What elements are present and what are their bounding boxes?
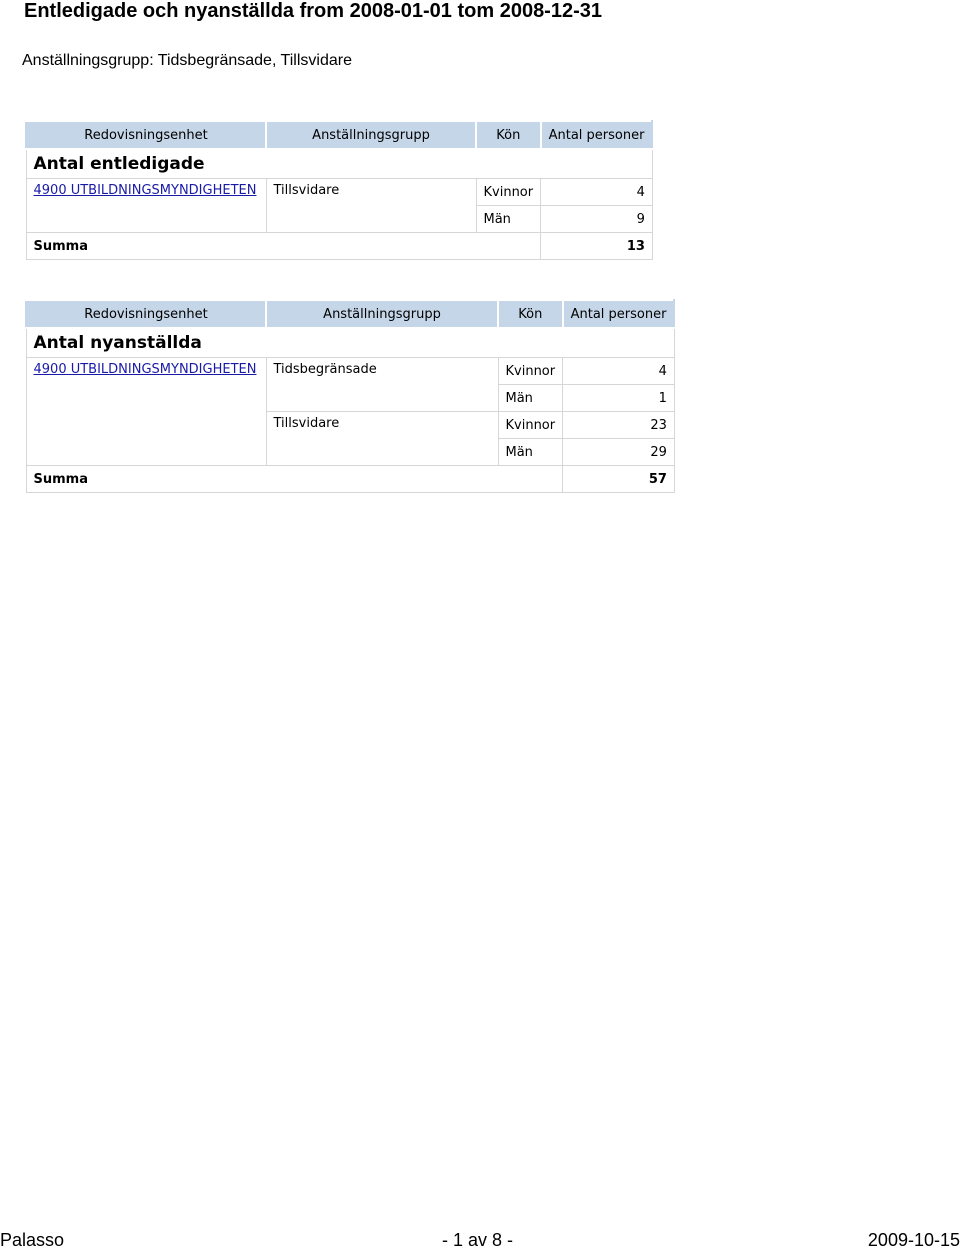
table-row <box>26 179 652 206</box>
sum-row <box>26 233 652 260</box>
table-header-row <box>26 121 652 149</box>
col-header-unit: Redovisningsenhet <box>26 121 266 149</box>
col-header-count: Antal personer <box>541 121 653 149</box>
section-title: Antal nyanställda <box>26 328 674 358</box>
sum-label: Summa <box>26 466 563 493</box>
count-cell: 29 <box>563 439 675 466</box>
col-header-unit: Redovisningsenhet <box>26 300 266 328</box>
unit-link[interactable]: 4900 UTBILDNINGSMYNDIGHETEN <box>26 179 266 233</box>
report-subtitle: Anställningsgrupp: Tidsbegränsade, Tillsvidare <box>22 52 352 69</box>
count-cell: 1 <box>563 385 675 412</box>
footer-app-name: Palasso <box>0 1230 65 1250</box>
footer-date: 2009-10-15 <box>867 1230 960 1250</box>
sum-row <box>26 466 674 493</box>
sum-value: 13 <box>541 233 653 260</box>
col-header-group: Anställningsgrupp <box>266 300 498 328</box>
gender-cell: Män <box>498 385 563 412</box>
group-cell: Tidsbegränsade <box>266 358 498 412</box>
gender-cell: Kvinnor <box>498 358 563 385</box>
table-row <box>26 358 674 385</box>
count-cell: 4 <box>541 179 653 206</box>
section-title: Antal entledigade <box>26 149 652 179</box>
gender-cell: Män <box>498 439 563 466</box>
col-header-gender: Kön <box>476 121 541 149</box>
nyanstallda-table <box>25 299 675 493</box>
entledigade-table <box>25 120 653 260</box>
sum-value: 57 <box>563 466 675 493</box>
unit-link[interactable]: 4900 UTBILDNINGSMYNDIGHETEN <box>26 358 266 466</box>
group-cell: Tillsvidare <box>266 412 498 466</box>
col-header-group: Anställningsgrupp <box>266 121 476 149</box>
gender-cell: Kvinnor <box>476 179 541 206</box>
gender-cell: Kvinnor <box>498 412 563 439</box>
col-header-gender: Kön <box>498 300 563 328</box>
section-row <box>26 328 674 358</box>
col-header-count: Antal personer <box>563 300 675 328</box>
footer-page-number: - 1 av 8 - <box>442 1230 514 1250</box>
group-cell: Tillsvidare <box>266 179 476 233</box>
count-cell: 9 <box>541 206 653 233</box>
sum-label: Summa <box>26 233 541 260</box>
page-title: Entledigade och nyanställda from 2008-01-01 tom 2008-12-31 <box>24 0 602 22</box>
count-cell: 4 <box>563 358 675 385</box>
count-cell: 23 <box>563 412 675 439</box>
gender-cell: Män <box>476 206 541 233</box>
table-header-row <box>26 300 674 328</box>
section-row <box>26 149 652 179</box>
